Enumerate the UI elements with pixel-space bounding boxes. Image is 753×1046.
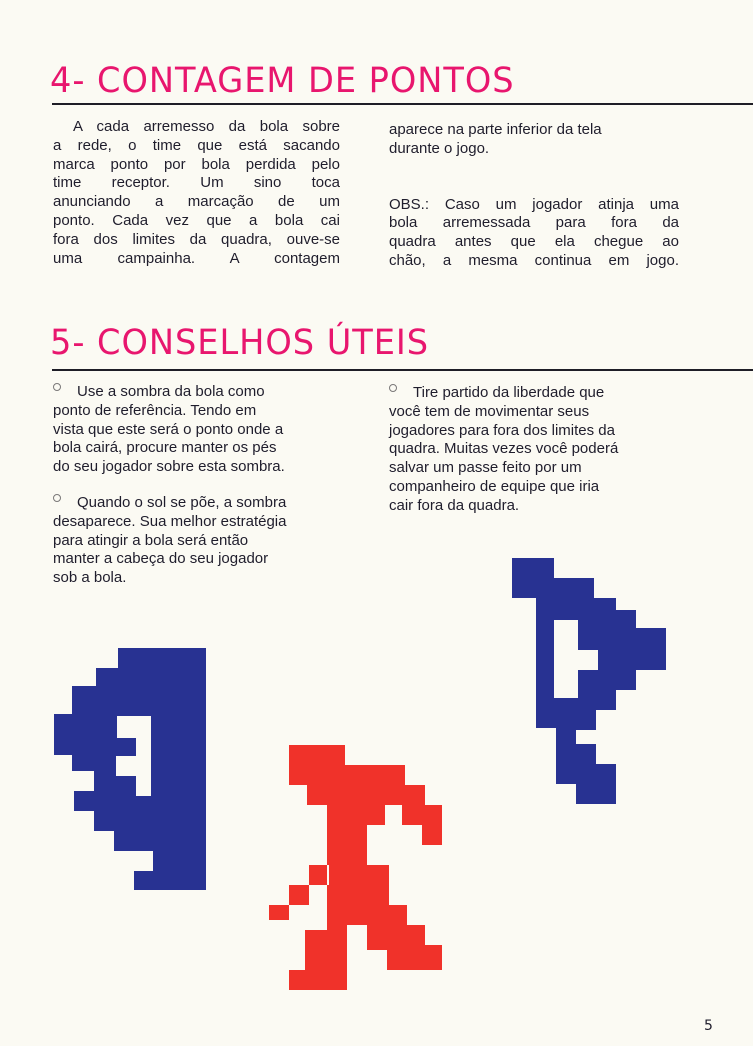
bullet-icon (53, 494, 61, 502)
tip-shadow (53, 383, 337, 477)
scoring-paragraph (53, 118, 340, 268)
tip2-line-3: para atingir a bola será então (53, 531, 249, 549)
scoring-cont-line-2: durante o jogo. (389, 139, 490, 157)
obs-line-1: OBS.: Caso um jogador atinja uma (389, 195, 679, 213)
tip3-line-4: quadra. Muitas vezes você poderá (389, 440, 619, 458)
scoring-continuation (389, 121, 679, 159)
tip3-line-3: jogadores para fora dos limites da (389, 421, 615, 439)
tip3-line-7: cair fora da quadra. (389, 496, 520, 514)
scoring-line-6: ponto. Cada vez que a bola cai (53, 211, 340, 229)
tip1-line-3: vista que este será o ponto onde a (53, 420, 284, 438)
tip2-line-2: desaparece. Sua melhor estratégia (53, 512, 287, 530)
section-4-divider (52, 103, 753, 105)
tip3-line-5: salvar um passe feito por um (389, 459, 582, 477)
scoring-line-8: uma campainha. A contagem (53, 249, 340, 267)
tip2-line-1: Quando o sol se põe, a sombra (77, 493, 287, 511)
tip-sunset (53, 494, 337, 588)
page-number: 5 (704, 1018, 713, 1034)
section-5-right-column (389, 384, 664, 516)
blue-player-right-figure (512, 558, 672, 808)
scoring-line-7: fora dos limites da quadra, ouve-se (53, 230, 340, 248)
bullet-icon (53, 383, 61, 391)
tip3-line-1: Tire partido da liberdade que (413, 384, 605, 401)
tip1-line-5: do seu jogador sobre esta sombra. (53, 458, 285, 476)
blue-player-left-figure (50, 648, 210, 898)
obs-line-4: chão, a mesma continua em jogo. (389, 251, 679, 269)
red-player-middle-figure (267, 745, 467, 1020)
tip2-line-5: sob a bola. (53, 569, 127, 587)
scoring-line-5: anunciando a marcação de um (53, 193, 340, 211)
section-5-divider (52, 369, 753, 371)
section-5-left-column (53, 383, 337, 588)
tip-freedom (389, 384, 664, 516)
scoring-line-4: time receptor. Um sino toca (53, 174, 340, 192)
obs-line-2: bola arremessada para fora da (389, 214, 679, 232)
scoring-cont-line-1: aparece na parte inferior da tela (389, 121, 602, 138)
tip2-line-4: manter a cabeça do seu jogador (53, 550, 269, 568)
scoring-line-3: marca ponto por bola perdida pelo (53, 155, 340, 173)
tip3-line-2: você tem de movimentar seus (389, 402, 590, 420)
tip1-line-1: Use a sombra da bola como (77, 383, 265, 400)
tip3-line-6: companheiro de equipe que iria (389, 477, 600, 495)
obs-note (389, 196, 679, 271)
scoring-line-2: a rede, o time que está sacando (53, 136, 340, 154)
section-4-right-column (389, 121, 679, 271)
section-4-title: 4- CONTAGEM DE PONTOS (50, 61, 515, 101)
section-4-left-column (53, 118, 340, 268)
tip1-line-2: ponto de referência. Tendo em (53, 401, 257, 419)
bullet-icon (389, 384, 397, 392)
scoring-line-1: A cada arremesso da bola sobre (73, 118, 340, 135)
obs-line-3: quadra antes que ela chegue ao (389, 233, 679, 251)
tip1-line-4: bola cairá, procure manter os pés (53, 439, 277, 457)
section-5-title: 5- CONSELHOS ÚTEIS (50, 323, 430, 363)
